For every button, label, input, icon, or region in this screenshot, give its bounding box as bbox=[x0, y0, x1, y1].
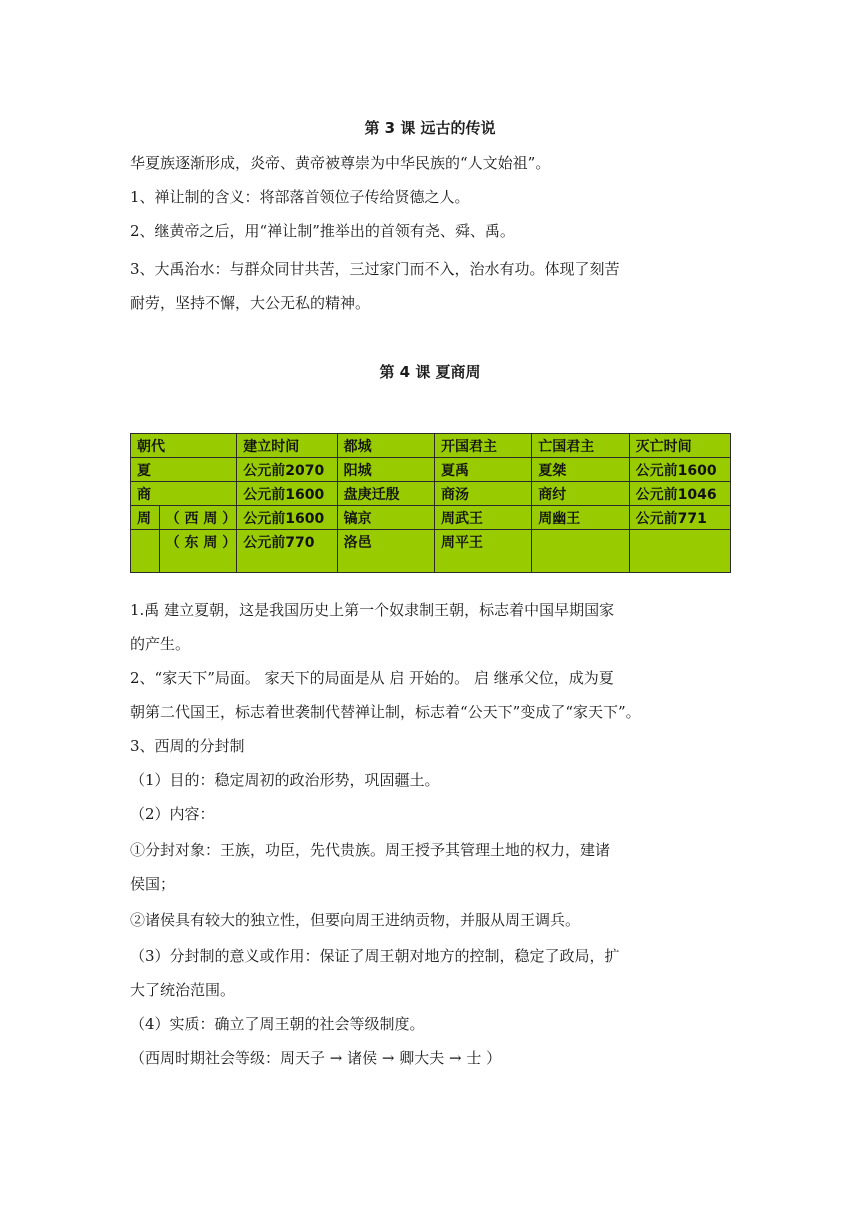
lesson-4-point-3-1: （1）目的：稳定周初的政治形势，巩固疆土。 bbox=[130, 771, 440, 789]
table-header-cell: 都城 bbox=[337, 434, 434, 458]
table-cell: 商汤 bbox=[434, 482, 531, 506]
table-cell: 盘庚迁殷 bbox=[337, 482, 434, 506]
lesson-4-point-3-2: （2）内容： bbox=[130, 805, 215, 823]
table-cell: 商 bbox=[131, 482, 237, 506]
table-header-cell: 建立时间 bbox=[237, 434, 337, 458]
lesson-3-point-3-line-1: 3、大禹治水：与群众同甘共苦，三过家门而不入，治水有功。体现了刻苦 bbox=[130, 260, 620, 278]
lesson-3-point-2: 2、继黄帝之后，用“禅让制”推举出的首领有尧、舜、禹。 bbox=[130, 222, 515, 240]
lesson-3-title: 第 3 课 远古的传说 bbox=[364, 119, 496, 137]
lesson-4-point-3: 3、西周的分封制 bbox=[130, 737, 245, 755]
dynasty-table bbox=[130, 433, 731, 573]
lesson-4-title: 第 4 课 夏商周 bbox=[379, 363, 481, 381]
table-cell: 商纣 bbox=[532, 482, 629, 506]
table-cell: 镐京 bbox=[337, 506, 434, 530]
table-cell: 阳城 bbox=[337, 458, 434, 482]
table-cell: 洛邑 bbox=[337, 530, 434, 573]
table-cell: 周平王 bbox=[434, 530, 531, 573]
lesson-4-point-3-2-a-line-1: ①分封对象：王族，功臣，先代贵族。周王授予其管理土地的权力，建诸 bbox=[130, 841, 611, 859]
lesson-3-point-3-line-2: 耐劳，坚持不懈，大公无私的精神。 bbox=[130, 294, 371, 312]
lesson-4-point-3-3-line-2: 大了统治范围。 bbox=[130, 981, 236, 999]
table-cell: 公元前1600 bbox=[237, 482, 337, 506]
table-header-cell: 开国君主 bbox=[434, 434, 531, 458]
table-cell: 公元前771 bbox=[629, 506, 730, 530]
lesson-4-point-3-2-b: ②诸侯具有较大的独立性，但要向周王进纳贡物，并服从周王调兵。 bbox=[130, 911, 581, 929]
table-cell: （ 西 周 ） bbox=[159, 506, 237, 530]
table-cell bbox=[629, 530, 730, 573]
table-cell: 夏桀 bbox=[532, 458, 629, 482]
lesson-4-point-3-3-line-1: （3）分封制的意义或作用：保证了周王朝对地方的控制，稳定了政局，扩 bbox=[130, 947, 620, 965]
table-row bbox=[131, 482, 731, 506]
lesson-4-point-3-4: （4）实质：确立了周王朝的社会等级制度。 bbox=[130, 1015, 425, 1033]
lesson-4-point-1-line-1: 1.禹 建立夏朝，这是我国历史上第一个奴隶制王朝，标志着中国早期国家 bbox=[130, 601, 615, 619]
table-cell: 公元前1600 bbox=[237, 506, 337, 530]
table-header-cell: 亡国君主 bbox=[532, 434, 629, 458]
table-cell bbox=[131, 530, 160, 573]
table-cell: （ 东 周 ） bbox=[159, 530, 237, 573]
table-header-row bbox=[131, 434, 731, 458]
table-cell: 周 bbox=[131, 506, 160, 530]
lesson-4-point-2-line-1: 2、“家天下”局面。 家天下的局面是从 启 开始的。 启 继承父位，成为夏 bbox=[130, 669, 614, 687]
table-cell: 公元前1046 bbox=[629, 482, 730, 506]
lesson-3-intro: 华夏族逐渐形成，炎帝、黄帝被尊崇为中华民族的“人文始祖”。 bbox=[130, 154, 551, 172]
table-cell: 周武王 bbox=[434, 506, 531, 530]
lesson-4-point-3-2-a-line-2: 侯国； bbox=[130, 875, 176, 893]
lesson-4-point-2-line-2: 朝第二代国王，标志着世袭制代替禅让制，标志着“公天下”变成了“家天下”。 bbox=[130, 703, 641, 721]
table-row bbox=[131, 530, 731, 573]
lesson-4-point-1-line-2: 的产生。 bbox=[130, 635, 191, 653]
lesson-4-point-3-5: （西周时期社会等级：周天子 → 诸侯 → 卿大夫 → 士 ） bbox=[130, 1049, 502, 1067]
table-cell: 夏 bbox=[131, 458, 237, 482]
table-cell: 周幽王 bbox=[532, 506, 629, 530]
table-cell: 公元前2070 bbox=[237, 458, 337, 482]
table-cell: 公元前770 bbox=[237, 530, 337, 573]
table-header-cell: 朝代 bbox=[131, 434, 237, 458]
table-cell bbox=[532, 530, 629, 573]
table-row bbox=[131, 506, 731, 530]
table-header-cell: 灭亡时间 bbox=[629, 434, 730, 458]
table-cell: 夏禹 bbox=[434, 458, 531, 482]
table-row bbox=[131, 458, 731, 482]
lesson-3-point-1: 1、禅让制的含义：将部落首领位子传给贤德之人。 bbox=[130, 188, 470, 206]
table-cell: 公元前1600 bbox=[629, 458, 730, 482]
